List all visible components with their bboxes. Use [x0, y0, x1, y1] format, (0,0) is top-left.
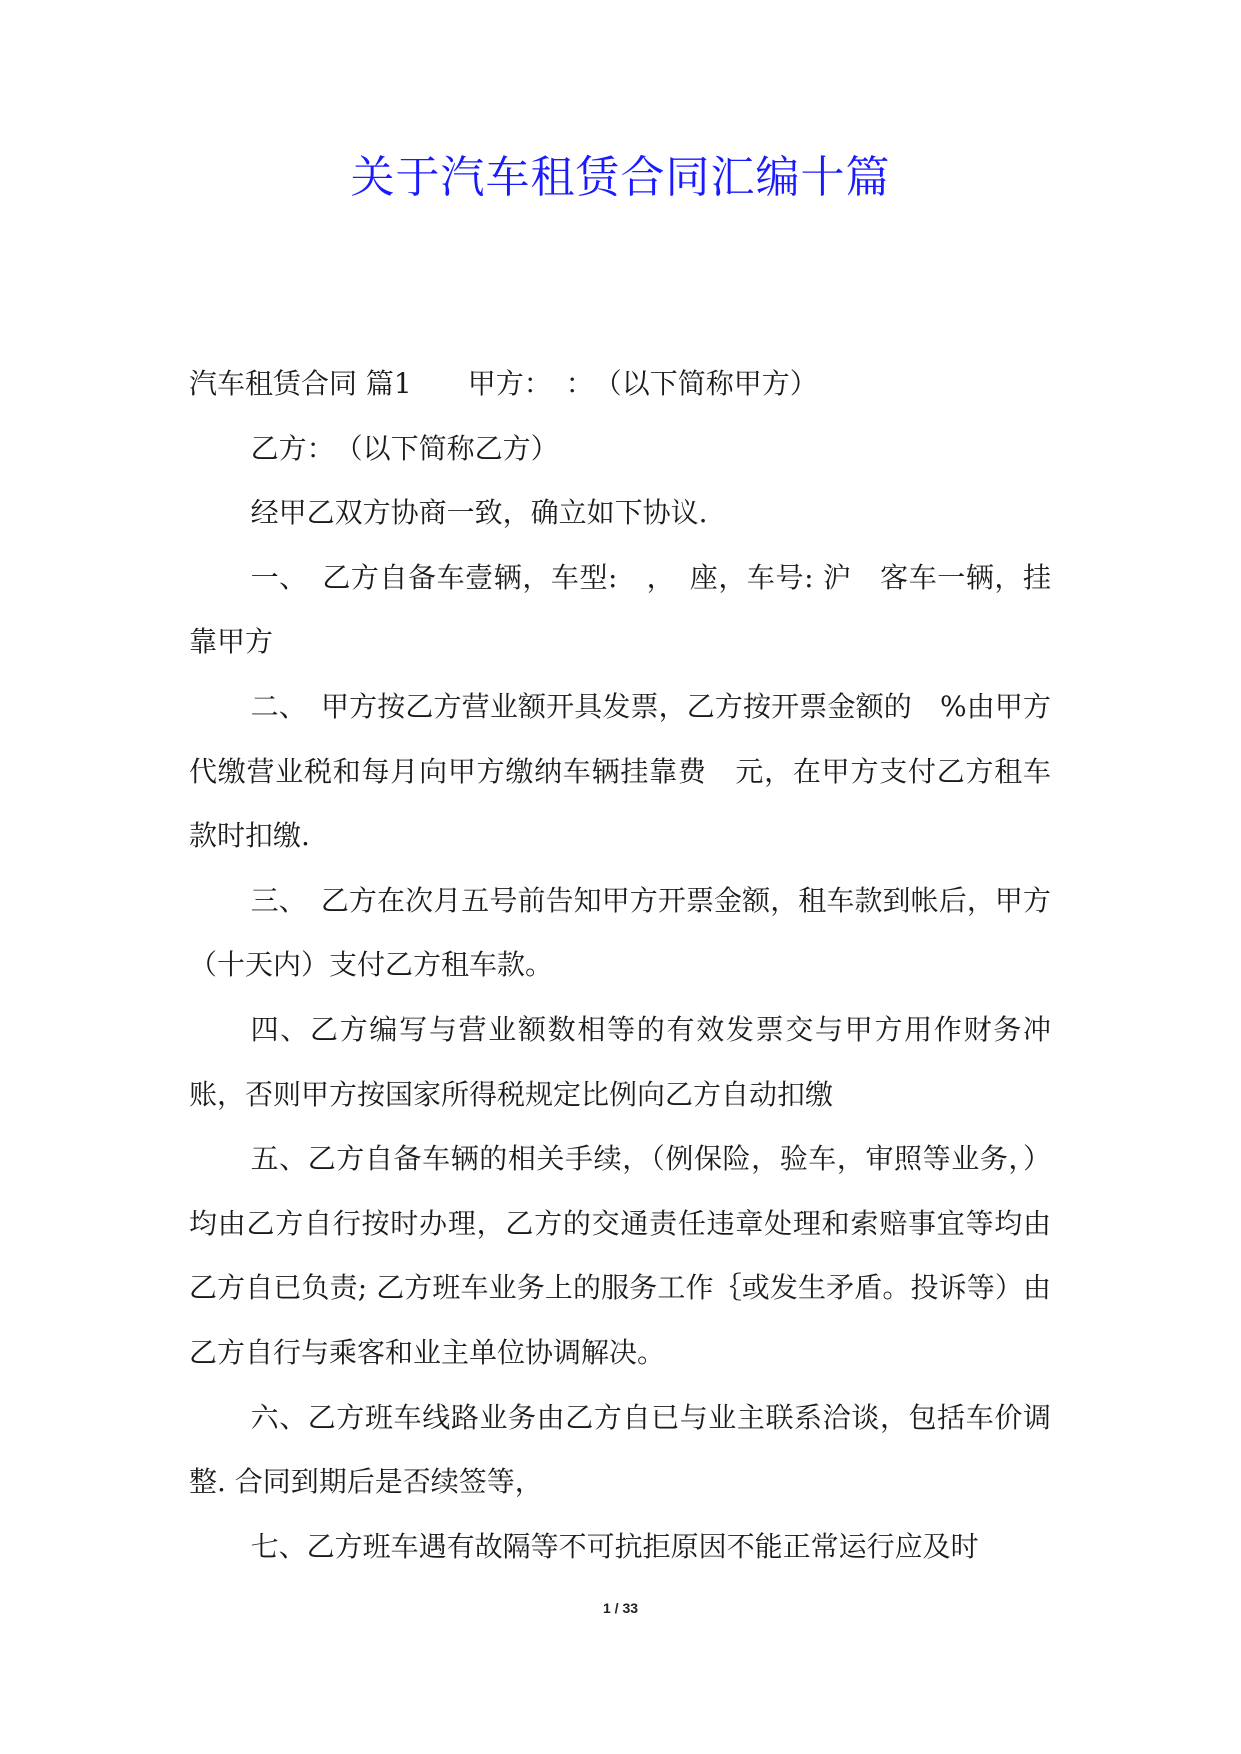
paragraph-clause-3: 三、 乙方在次月五号前告知甲方开票金额，租车款到帐后，甲方（十天内）支付乙方租车款。	[189, 883, 1051, 982]
paragraph-clause-1: 一、 乙方自备车壹辆，车型: ， 座，车号: 沪 客车一辆，挂靠甲方	[189, 560, 1051, 659]
document-title: 关于汽车租赁合同汇编十篇	[350, 152, 891, 203]
page-number: 1 / 33	[602, 1600, 639, 1616]
paragraph-heading: 汽车租赁合同 篇1 甲方： ： （以下简称甲方）	[189, 367, 818, 400]
paragraph-agreement: 经甲乙双方协商一致，确立如下协议.	[250, 496, 708, 530]
paragraph-clause-6: 六、乙方班车线路业务由乙方自已与业主联系洽谈，包括车价调整. 合同到期后是否续签等，	[189, 1400, 1051, 1499]
paragraph-clause-2: 二、 甲方按乙方营业额开具发票，乙方按开票金额的 %由甲方代缴营业税和每月向甲方缴纳车辆挂靠费 元，在甲方支付乙方租车款时扣缴.	[189, 689, 1051, 853]
document-body	[189, 352, 1051, 1579]
paragraph-clause-5: 五、乙方自备车辆的相关手续，（例保险，验车，审照等业务，）均由乙方自行按时办理，乙方的交通责任违章处理和索赔事宜等均由乙方自已负责; 乙方班车业务上的服务工作｛或发生矛盾。投诉等）由乙方自行与乘客和业主单位协调解决。	[189, 1142, 1051, 1369]
paragraph-party-b: 乙方： （以下简称乙方）	[250, 431, 559, 465]
paragraph-clause-4: 四、乙方编写与营业额数相等的有效发票交与甲方用作财务冲账，否则甲方按国家所得税规定比例向乙方自动扣缴	[189, 1012, 1051, 1111]
paragraph-clause-7: 七、乙方班车遇有故隔等不可抗拒原因不能正常运行应及时	[250, 1529, 979, 1563]
